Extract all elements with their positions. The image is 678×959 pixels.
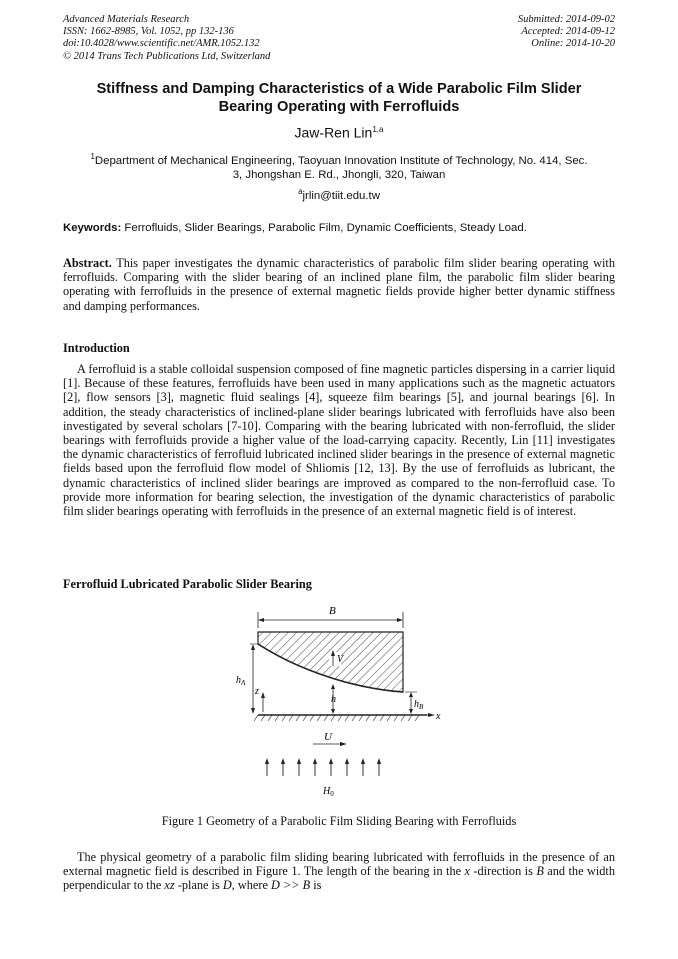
affiliation bbox=[63, 150, 615, 182]
z-axis bbox=[261, 692, 265, 712]
paper-title bbox=[63, 80, 615, 116]
label-h0: $H_0$ bbox=[323, 786, 334, 798]
label-v: V bbox=[337, 654, 344, 665]
abstract-label: Abstract. bbox=[63, 256, 112, 270]
author-sup: 1,a bbox=[372, 125, 384, 134]
title-line-1: Stiffness and Damping Characteristics of a Wide Parabolic Film Slider bbox=[96, 81, 582, 97]
email-address: jrlin@tiit.edu.tw bbox=[302, 189, 380, 202]
figure-1-bearing-geometry bbox=[195, 598, 485, 808]
affiliation-line-2: 3, Jhongshan E. Rd., Jhongli, 320, Taiwan bbox=[232, 169, 446, 181]
affiliation-sup: 1 bbox=[90, 152, 95, 161]
geometry-paragraph: The physical geometry of a parabolic film sliding bearing lubricated with ferrofluids in the presence of an external magnetic field is described in Figure 1. The length of the bearing in the x -direction is B and the width perpendicular to the xz -plane is D, where D >> B is bbox=[63, 850, 615, 893]
label-x: x bbox=[436, 711, 441, 722]
abstract bbox=[63, 256, 615, 313]
author bbox=[63, 122, 615, 141]
accepted-date: Accepted: 2014-09-12 bbox=[521, 26, 615, 38]
keywords-label: Keywords: bbox=[63, 222, 122, 234]
email-sup: a bbox=[298, 187, 303, 196]
label-h: h bbox=[331, 694, 336, 705]
affiliation-line-1: Department of Mechanical Engineering, Taoyuan Innovation Institute of Technology, No. 414, Sec. bbox=[94, 154, 588, 167]
journal-header-left bbox=[63, 14, 270, 63]
keywords bbox=[63, 221, 615, 235]
online-date: Online: 2014-10-20 bbox=[531, 38, 615, 50]
intro-heading: Introduction bbox=[63, 341, 130, 355]
label-u: U bbox=[324, 731, 332, 743]
figure-1-caption: Figure 1 Geometry of a Parabolic Film Sliding Bearing with Ferrofluids bbox=[161, 814, 517, 828]
magnetic-field-arrows bbox=[265, 758, 381, 776]
title-line-2: Bearing Operating with Ferrofluids bbox=[218, 99, 460, 115]
label-ha: $h_A$ bbox=[236, 675, 246, 687]
intro-paragraph: A ferrofluid is a stable colloidal suspension composed of fine magnetic particles dispersing in a carrier liquid [1]. Because of these features, ferrofluids have been used in many applications such as the magnetic actuators [2], flow sensors [3], magnetic fluid sealings [4], squeeze film bearings [5], and journal bearings [6]. In addition, the steady characteristics of inclined-plane slider bearings lubricated with ferrofluids have also been investigated by several scholars [7-10]. Comparing with the bearing lubricated with non-ferrofluid, the slider bearings with ferrofluids provide a higher value of the load-carrying capacity. Recently, Lin [11] investigates the dynamic characteristics of ferrofluid lubricated inclined slider bearings in the presence of external magnetic fields based upon the ferrofluid flow model of Shliomis [12, 13]. By the use of ferrofluids as lubricant, the dynamic characteristics of inclined slider bearings are improved as compared to the non-ferrofluid case. To provide more information for bearing selection, the investigation of the dynamic characteristics of parabolic film slider bearings operating with ferrofluids in the presence of an external magnetic field is of interest. bbox=[63, 362, 615, 519]
author-name: Jaw-Ren Lin bbox=[294, 124, 373, 141]
dimension-ha-arrow bbox=[250, 644, 258, 714]
author-email bbox=[63, 185, 615, 203]
submitted-date: Submitted: 2014-09-02 bbox=[517, 14, 615, 25]
copyright-line: © 2014 Trans Tech Publications Ltd, Switzerland bbox=[63, 50, 271, 62]
journal-header-right bbox=[518, 14, 615, 51]
doi-line: doi:10.4028/www.scientific.net/AMR.1052.132 bbox=[63, 38, 260, 50]
label-z: z bbox=[255, 686, 259, 697]
keywords-text: Ferrofluids, Slider Bearings, Parabolic Film, Dynamic Coefficients, Steady Load. bbox=[121, 222, 527, 234]
abstract-text: This paper investigates the dynamic characteristics of parabolic film slider bearing operating with ferrofluids. Comparing with the slider bearing of an inclined plane film, the parabolic film slider bearing operating with ferrofluids in the presence of external magnetic fields provide higher better dynamic stiffness and damping performances. bbox=[63, 256, 615, 313]
issn-line: ISSN: 1662-8985, Vol. 1052, pp 132-136 bbox=[63, 26, 234, 38]
runner-surface bbox=[254, 713, 435, 721]
section-2-heading: Ferrofluid Lubricated Parabolic Slider Bearing bbox=[63, 577, 312, 591]
journal-name: Advanced Materials Research bbox=[63, 14, 190, 25]
label-b: B bbox=[329, 605, 336, 617]
label-hb: $h_B$ bbox=[414, 699, 424, 711]
